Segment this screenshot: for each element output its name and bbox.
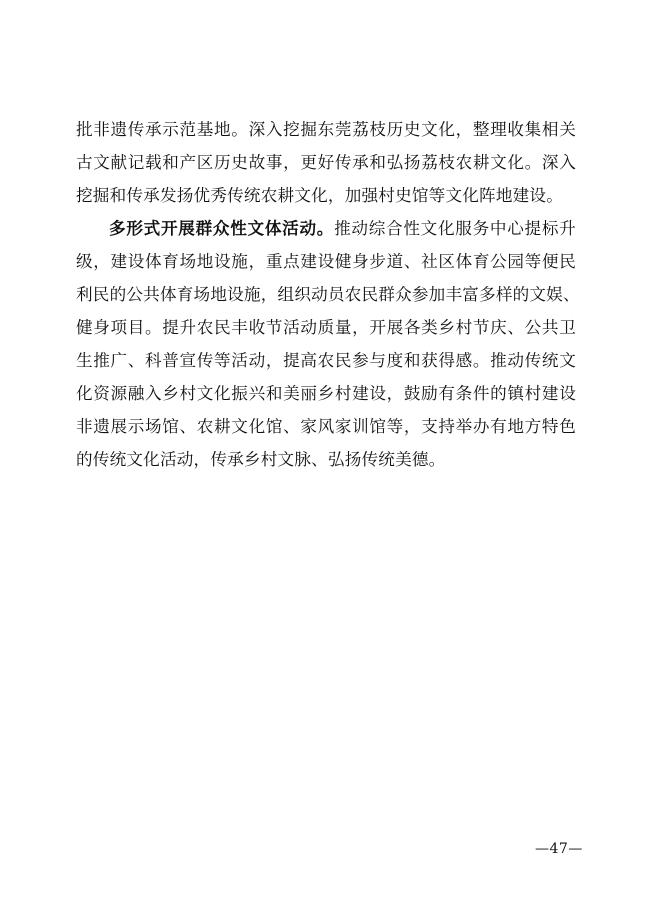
heading-continuation: 推动综合性文化服务中心提标升 [334,219,576,238]
text-line: 批非遗传承示范基地。深入挖掘东莞荔枝历史文化，整理收集相关 [76,120,576,139]
text-line: 利民的公共体育场地设施，组织动员农民群众参加丰富多样的文娱、 [76,285,580,304]
paragraph-heading: 多形式开展群众性文体活动。 [109,218,335,238]
text-line: 古文献记载和产区历史故事，更好传承和弘扬荔枝农耕文化。深入 [76,153,576,172]
text-line [76,212,576,245]
text-line: 级，建设体育场地设施，重点建设健身步道、社区体育公园等便民 [76,252,576,271]
text-line: 的传统文化活动，传承乡村文脉、弘扬传统美德。 [76,450,446,469]
paragraph-activities [76,212,580,476]
body-text [76,113,580,476]
paragraph-heritage [76,113,576,212]
text-line: 挖掘和传承发扬优秀传统农耕文化，加强村史馆等文化阵地建设。 [76,186,564,205]
text-line: 非遗展示场馆、农耕文化馆、家风家训馆等，支持举办有地方特色 [76,417,576,436]
text-line: 化资源融入乡村文化振兴和美丽乡村建设，鼓励有条件的镇村建设 [76,384,576,403]
text-line: 健身项目。提升农民丰收节活动质量，开展各类乡村节庆、公共卫 [76,318,576,337]
page-number: —47— [535,841,583,857]
text-line: 生推广、科普宣传等活动，提高农民参与度和获得感。推动传统文 [76,351,576,370]
